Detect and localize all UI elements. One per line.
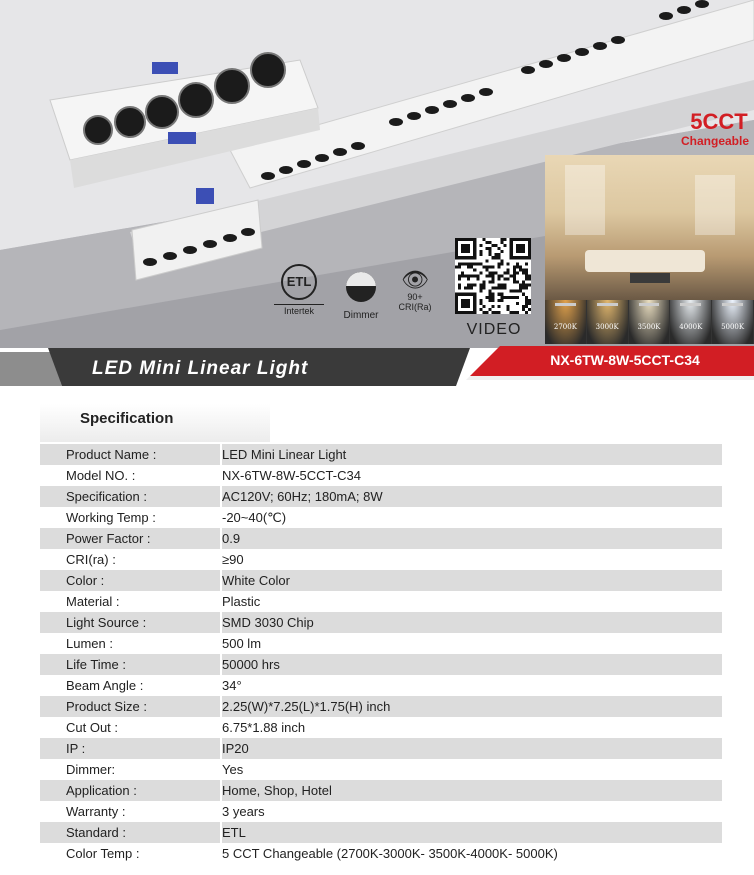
spec-row bbox=[40, 549, 722, 570]
spec-key: Beam Angle : bbox=[40, 675, 222, 696]
spec-row bbox=[40, 654, 722, 675]
spec-key: Light Source : bbox=[40, 612, 222, 633]
spec-row bbox=[40, 759, 722, 780]
cct-swatch bbox=[629, 300, 671, 344]
spec-key: Cut Out : bbox=[40, 717, 222, 738]
spec-row bbox=[40, 612, 722, 633]
spec-row bbox=[40, 675, 722, 696]
spec-value: ETL bbox=[222, 825, 246, 840]
etl-certification bbox=[274, 264, 324, 324]
spec-value: NX-6TW-8W-5CCT-C34 bbox=[222, 468, 361, 483]
spec-value: Plastic bbox=[222, 594, 261, 609]
spec-key: Application : bbox=[40, 780, 222, 801]
spec-key: Warranty : bbox=[40, 801, 222, 822]
room-photo bbox=[545, 155, 754, 300]
spec-key: Dimmer: bbox=[40, 759, 222, 780]
cct-swatch bbox=[712, 300, 754, 344]
cct-swatch-label: 2700K bbox=[553, 323, 577, 331]
spec-value: Yes bbox=[222, 762, 244, 777]
spec-value: 50000 hrs bbox=[222, 657, 280, 672]
spec-key: Material : bbox=[40, 591, 222, 612]
spec-key: Lumen : bbox=[40, 633, 222, 654]
spec-value: -20~40(℃) bbox=[222, 510, 287, 525]
spec-value: LED Mini Linear Light bbox=[222, 447, 347, 462]
dimmer-label: Dimmer bbox=[343, 310, 379, 321]
spec-row bbox=[40, 444, 722, 465]
spec-title: Specification bbox=[80, 410, 174, 427]
spec-value: SMD 3030 Chip bbox=[222, 615, 314, 630]
spec-key: CRI(ra) : bbox=[40, 549, 222, 570]
cri-value: 90+ bbox=[407, 292, 423, 302]
spec-value: AC120V; 60Hz; 180mA; 8W bbox=[222, 489, 383, 504]
spec-row bbox=[40, 570, 722, 591]
cct-swatch-strip bbox=[545, 300, 754, 344]
spec-value: ≥90 bbox=[222, 552, 244, 567]
spec-value: 34° bbox=[222, 678, 242, 693]
spec-row bbox=[40, 717, 722, 738]
spec-row bbox=[40, 801, 722, 822]
cct-swatch-label: 5000K bbox=[721, 323, 745, 331]
eye-cri-icon: 👁 bbox=[401, 267, 429, 292]
spec-value: 5 CCT Changeable (2700K-3000K- 3500K-4000K- 5000K) bbox=[222, 846, 558, 861]
title-banner bbox=[0, 346, 754, 386]
model-number: NX-6TW-8W-5CCT-C34 bbox=[550, 352, 700, 368]
spec-row bbox=[40, 780, 722, 801]
spec-key: Color Temp : bbox=[40, 843, 222, 864]
spec-value: White Color bbox=[222, 573, 290, 588]
spec-row bbox=[40, 528, 722, 549]
spec-key: Color : bbox=[40, 570, 222, 591]
spec-table bbox=[40, 444, 722, 864]
qr-code[interactable] bbox=[455, 238, 531, 314]
spec-row bbox=[40, 465, 722, 486]
spec-key: Working Temp : bbox=[40, 507, 222, 528]
cct-title: 5CCT bbox=[690, 109, 748, 134]
spec-key: Specification : bbox=[40, 486, 222, 507]
video-label: VIDEO bbox=[466, 321, 522, 338]
etl-intertek-icon: ETL bbox=[281, 264, 317, 300]
spec-row bbox=[40, 486, 722, 507]
etl-label: Intertek bbox=[274, 304, 324, 316]
spec-key: Power Factor : bbox=[40, 528, 222, 549]
spec-key: Life Time : bbox=[40, 654, 222, 675]
spec-value: 6.75*1.88 inch bbox=[222, 720, 306, 735]
cct-swatch-label: 3000K bbox=[595, 323, 619, 331]
spec-key: Product Name : bbox=[40, 444, 222, 465]
spec-value: 3 years bbox=[222, 804, 265, 819]
spec-key: Standard : bbox=[40, 822, 222, 843]
spec-value: IP20 bbox=[222, 741, 249, 756]
cct-swatch bbox=[587, 300, 629, 344]
cct-swatch bbox=[670, 300, 712, 344]
dimmer-badge bbox=[336, 272, 386, 321]
cri-label: CRI(Ra) bbox=[398, 302, 432, 312]
cct-swatch-label: 4000K bbox=[679, 323, 703, 331]
spec-row bbox=[40, 822, 722, 843]
spec-row bbox=[40, 696, 722, 717]
cct-subtitle: Changeable bbox=[680, 134, 749, 148]
spec-value: 500 lm bbox=[222, 636, 262, 651]
spec-value: 2.25(W)*7.25(L)*1.75(H) inch bbox=[222, 699, 391, 714]
spec-value: Home, Shop, Hotel bbox=[222, 783, 332, 798]
spec-row bbox=[40, 843, 722, 864]
cri-badge bbox=[390, 268, 440, 312]
cct-swatch-label: 3500K bbox=[637, 323, 661, 331]
dimmer-icon bbox=[346, 272, 376, 302]
hero-product-image bbox=[0, 0, 754, 348]
spec-row bbox=[40, 738, 722, 759]
product-title: LED Mini Linear Light bbox=[92, 358, 309, 379]
spec-row bbox=[40, 591, 722, 612]
spec-value: 0.9 bbox=[222, 531, 241, 546]
spec-row bbox=[40, 507, 722, 528]
spec-row bbox=[40, 633, 722, 654]
spec-key: Product Size : bbox=[40, 696, 222, 717]
spec-key: Model NO. : bbox=[40, 465, 222, 486]
spec-key: IP : bbox=[40, 738, 222, 759]
cct-swatch bbox=[545, 300, 587, 344]
